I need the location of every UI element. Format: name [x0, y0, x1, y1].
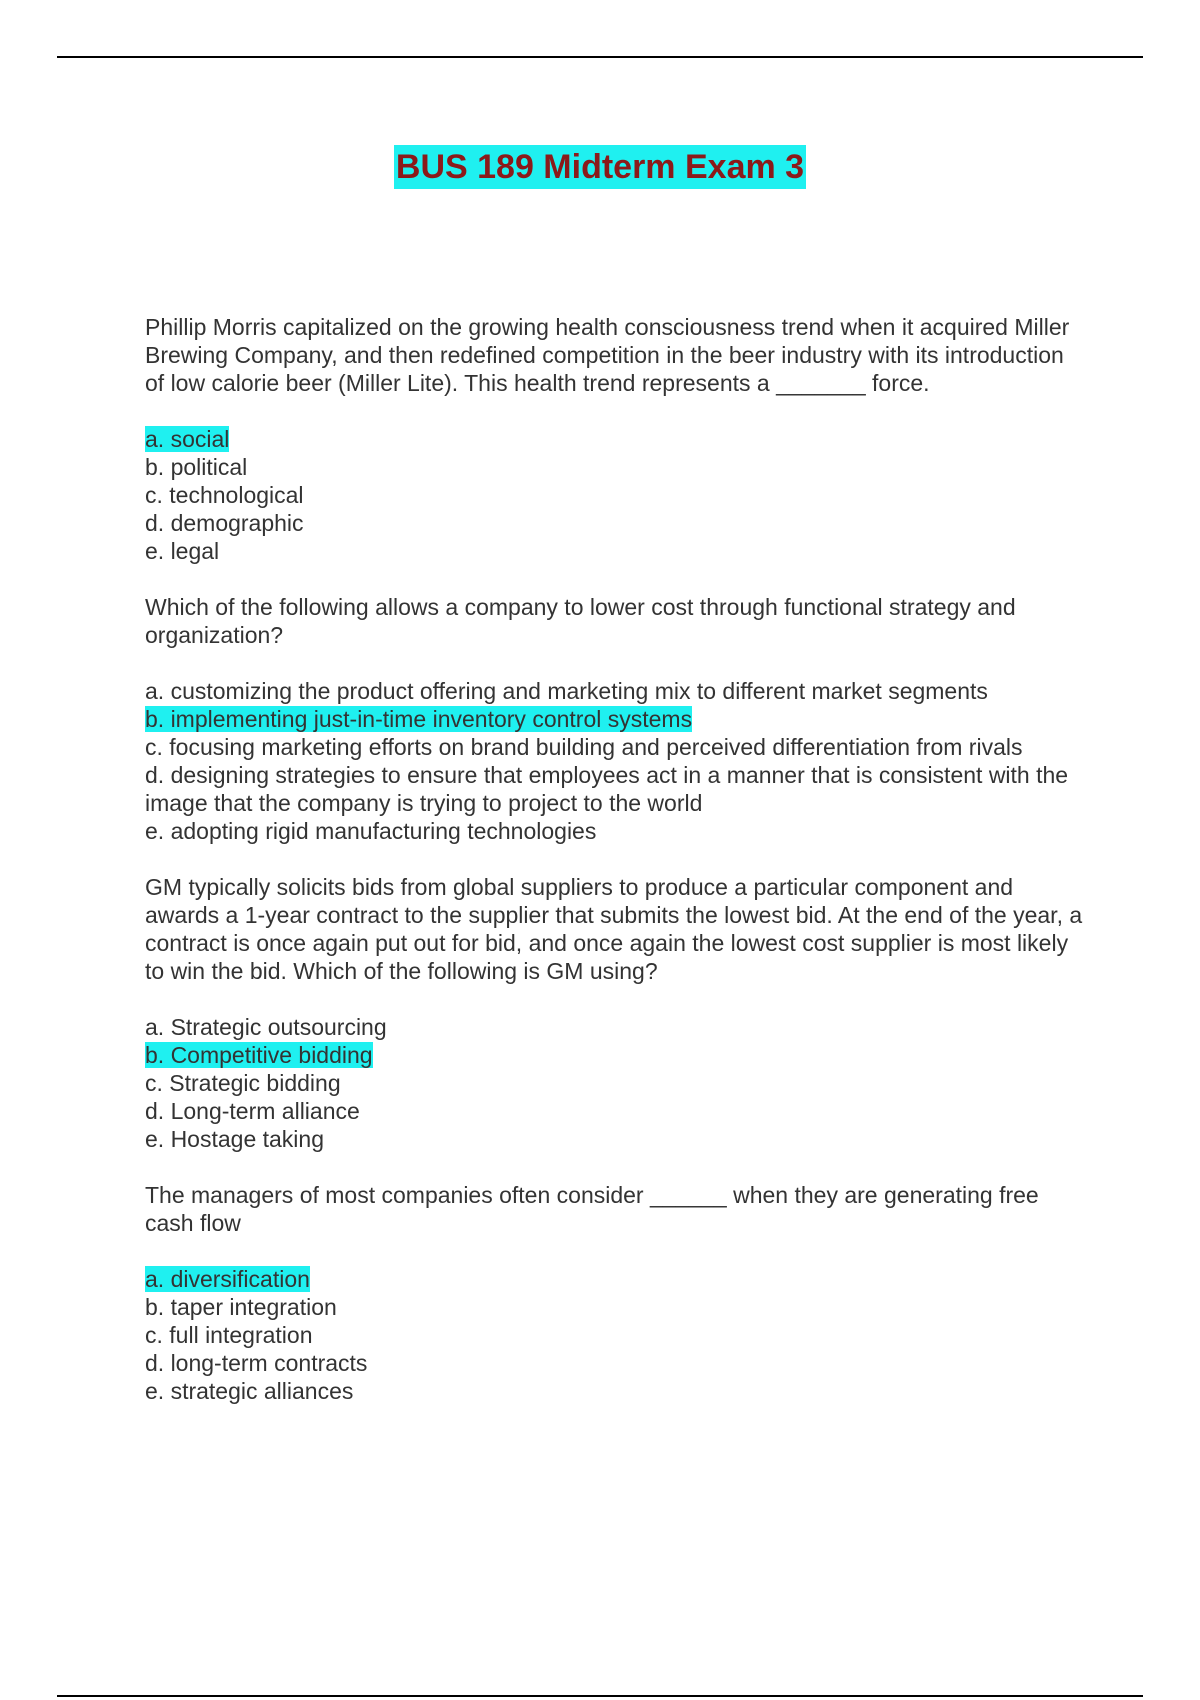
option-3e: e. Hostage taking: [145, 1126, 325, 1152]
question-1: Phillip Morris capitalized on the growing health consciousness trend when it acquired Miller Brewing Company, and then redefined competition in the beer industry with its introduction of low calorie beer (Miller Lite). This health trend represents a _______ force.: [145, 314, 1070, 396]
option-1d: d. demographic: [145, 510, 304, 536]
title-container: [0, 145, 1200, 189]
option-4d: d. long-term contracts: [145, 1350, 368, 1376]
options-3: [145, 1013, 1085, 1153]
question-2: Which of the following allows a company to lower cost through functional strategy and organization?: [145, 594, 1016, 648]
option-3c: c. Strategic bidding: [145, 1070, 341, 1096]
answer-highlight: b. Competitive bidding: [145, 1042, 373, 1068]
options-1: [145, 425, 1085, 565]
answer-highlight: b. implementing just-in-time inventory control systems: [145, 706, 693, 732]
option-1e: e. legal: [145, 538, 220, 564]
answer-highlight: a. diversification: [145, 1266, 310, 1292]
options-2: [145, 677, 1085, 845]
option-4b: b. taper integration: [145, 1294, 337, 1320]
bottom-rule: [57, 1695, 1143, 1697]
exam-content: [145, 313, 1085, 1433]
option-3b: [145, 1041, 1085, 1069]
option-4c: c. full integration: [145, 1322, 313, 1348]
option-1a: [145, 425, 1085, 453]
option-4e: e. strategic alliances: [145, 1378, 354, 1404]
option-1c: c. technological: [145, 482, 304, 508]
option-2a: a. customizing the product offering and marketing mix to different market segments: [145, 678, 988, 704]
option-2e: e. adopting rigid manufacturing technologies: [145, 818, 597, 844]
option-1b: b. political: [145, 454, 248, 480]
option-2b: [145, 705, 1085, 733]
options-4: [145, 1265, 1085, 1405]
question-3: GM typically solicits bids from global suppliers to produce a particular component and awards a 1-year contract to the supplier that submits the lowest bid. At the end of the year, a contract is once again put out for bid, and once again the lowest cost supplier is most likely to win the bid. Which of the following is GM using?: [145, 874, 1083, 984]
page-title: BUS 189 Midterm Exam 3: [394, 145, 806, 189]
option-4a: [145, 1265, 1085, 1293]
option-2d: d. designing strategies to ensure that employees act in a manner that is consistent with the image that the company is trying to project to the world: [145, 762, 1069, 816]
option-2c: c. focusing marketing efforts on brand building and perceived differentiation from rivals: [145, 734, 1023, 760]
top-rule: [57, 56, 1143, 58]
answer-highlight: a. social: [145, 426, 230, 452]
option-3a: a. Strategic outsourcing: [145, 1014, 387, 1040]
question-4: The managers of most companies often consider ______ when they are generating free cash flow: [145, 1182, 1039, 1236]
option-3d: d. Long-term alliance: [145, 1098, 360, 1124]
